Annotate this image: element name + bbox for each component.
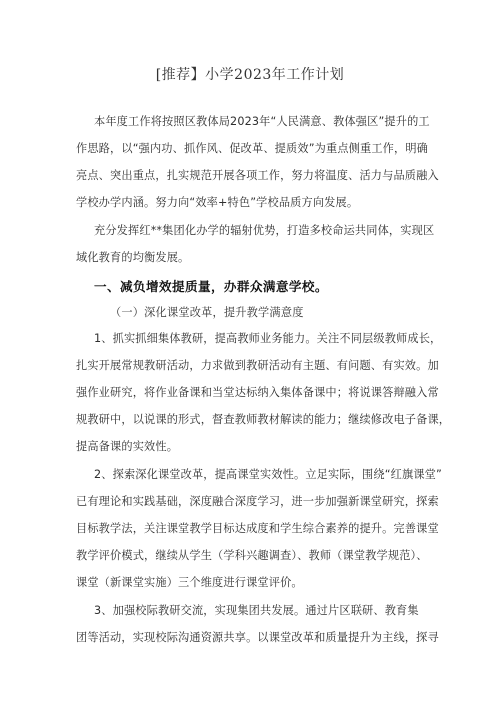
item2-line-3: 目标教学法，关注课堂教学目标达成度和学生综合素养的提升。完善课堂 bbox=[76, 522, 439, 535]
item1-line-4: 规教研中，以说课的形式，督查教师教材解读的能力；继续修改电子备课， bbox=[76, 413, 451, 426]
intro-p1-line-1: 本年度工作将按照区教体局2023年“人民满意、教体强区”提升的工 bbox=[94, 115, 430, 128]
item2-line-4: 教学评价模式，继续从学生（学科兴趣调查）、教师（课堂教学规范）、 bbox=[76, 549, 428, 562]
item1-line-1: 1、抓实抓细集体教研，提高教师业务能力。关注不同层级教师成长， bbox=[94, 332, 442, 345]
item3-line-2: 团等活动，实现校际沟通资源共享。以课堂改革和质量提升为主线，探寻 bbox=[76, 631, 439, 644]
item1-line-5: 提高备课的实效性。 bbox=[76, 440, 179, 453]
intro-p1-line-2: 作思路，以“强内功、抓作风、促改革、提质效”为重点侧重工作，明确 bbox=[76, 142, 429, 155]
item2-line-2: 已有理论和实践基础，深度融合深度学习，进一步加强新课堂研究，探索 bbox=[76, 495, 439, 508]
intro-p1-line-4: 学校办学内涵。努力向“效率+特色”学校品质方向发展。 bbox=[76, 196, 359, 209]
section-heading: 一、减负增效提质量，办群众满意学校。 bbox=[94, 279, 328, 294]
intro-p2-line-1: 充分发挥红**集团化办学的辐射优势，打造多校命运共同体，实现区 bbox=[94, 224, 435, 237]
item2-line-5: 课堂（新课堂实施）三个维度进行课堂评价。 bbox=[76, 576, 303, 589]
intro-p2-line-2: 域化教育的均衡发展。 bbox=[76, 251, 190, 264]
sub-heading: （一）深化课堂改革，提升教学满意度 bbox=[110, 306, 304, 319]
document-title: [推荐】小学2023年工作计划 bbox=[155, 67, 345, 83]
item1-line-2: 扎实开展常规教研活动，力求做到教研活动有主题、有问题、有实效。加 bbox=[76, 359, 439, 372]
item1-line-3: 强作业研究，将作业备课和当堂达标纳入集体备课中；将说课答辩融入常 bbox=[76, 386, 439, 399]
item2-line-1: 2、探索深化课堂改革，提高课堂实效性。立足实际，围绕“红旗课堂” bbox=[94, 468, 442, 481]
item3-line-1: 3、加强校际教研交流，实现集团共发展。通过片区联研、教育集 bbox=[94, 604, 419, 617]
intro-p1-line-3: 亮点、突出重点，扎实规范开展各项工作，努力将温度、活力与品质融入 bbox=[76, 169, 439, 182]
